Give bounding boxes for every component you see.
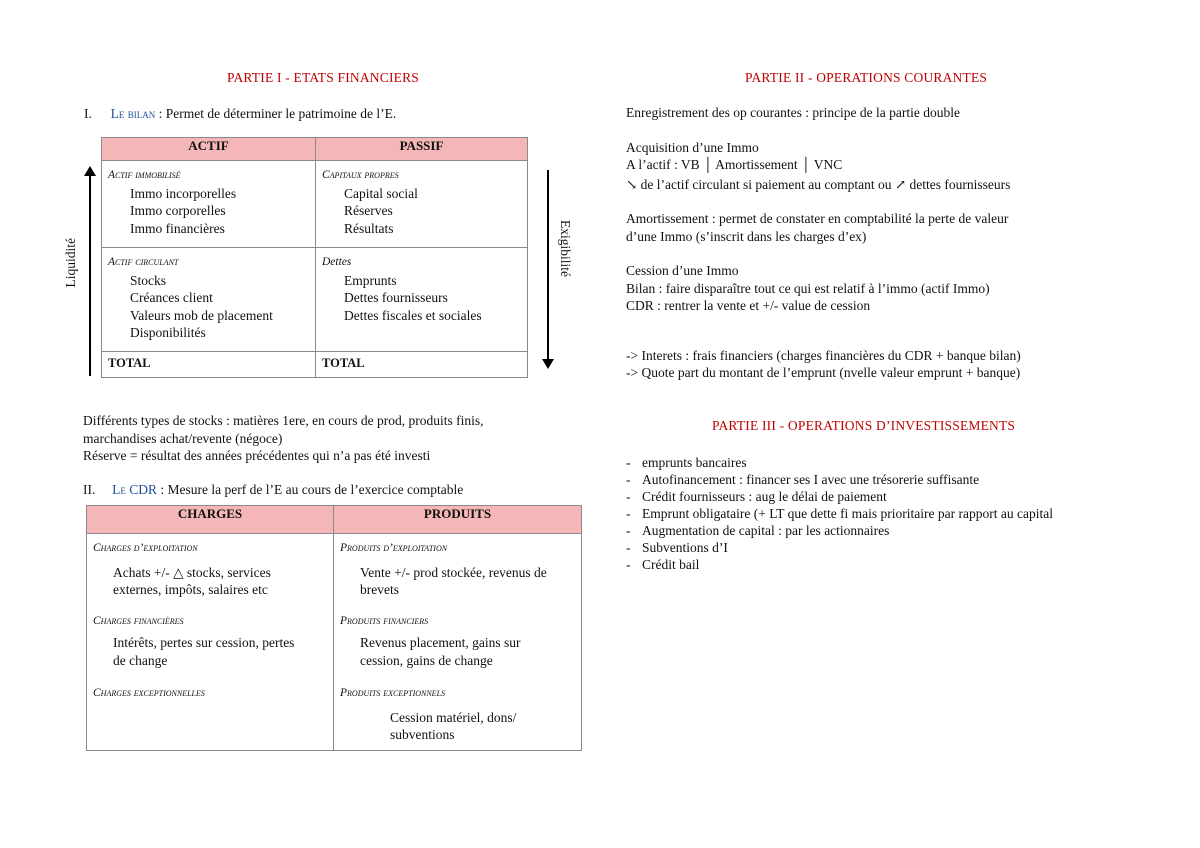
part2-body bbox=[626, 104, 1021, 382]
section-name: Le bilan bbox=[110, 106, 156, 121]
list-item: Immo corporelles bbox=[130, 203, 226, 218]
list-item: brevets bbox=[360, 582, 399, 597]
list-item: - Autofinancement : financer ses I avec une trésorerie suffisante bbox=[626, 471, 1126, 488]
part1-title: PARTIE I - ETATS FINANCIERS bbox=[227, 70, 420, 85]
amortissement-line: Amortissement : permet de constater en comptabilité la perte de valeur bbox=[626, 211, 1009, 226]
list-item: Immo incorporelles bbox=[130, 185, 237, 201]
charges-exceptionnelles-title: Charges exceptionnelles bbox=[93, 687, 205, 699]
actif-immobilise-cell bbox=[102, 161, 316, 248]
list-item: Vente +/- prod stockée, revenus de bbox=[360, 564, 547, 580]
section-name: Le CDR bbox=[112, 482, 158, 497]
dettes-title: Dettes bbox=[322, 256, 352, 268]
list-item: Immo financières bbox=[130, 220, 225, 236]
liquidity-label: Liquidité bbox=[63, 238, 78, 288]
exigibility-arrow-icon bbox=[538, 170, 558, 370]
capitaux-propres-title: Capitaux propres bbox=[322, 169, 399, 181]
list-item: Intérêts, pertes sur cession, pertes bbox=[113, 635, 295, 650]
list-item: Résultats bbox=[344, 220, 394, 236]
list-item: Revenus placement, gains sur bbox=[360, 635, 521, 650]
section-desc: : Mesure la perf de l’E au cours de l’exercice comptable bbox=[157, 482, 464, 497]
list-item: cession, gains de change bbox=[360, 652, 493, 668]
capitaux-propres-cell bbox=[316, 161, 528, 248]
list-item: - Crédit bail bbox=[626, 556, 1126, 573]
acquisition-line: A l’actif : VB │ Amortissement │ VNC bbox=[626, 157, 843, 172]
list-item: Créances client bbox=[130, 290, 213, 305]
list-item: - Crédit fournisseurs : aug le délai de paiement bbox=[626, 488, 1126, 505]
section-desc: : Permet de déterminer le patrimoine de l’E. bbox=[155, 106, 397, 121]
quote-part-line: -> Quote part du montant de l’emprunt (nvelle valeur emprunt + banque) bbox=[626, 365, 1021, 380]
total-passif: TOTAL bbox=[316, 352, 528, 378]
bilan-table bbox=[101, 137, 528, 378]
dettes-cell bbox=[316, 248, 528, 352]
produits-exploitation-title: Produits d’exploitation bbox=[340, 542, 448, 554]
charges-header: CHARGES bbox=[87, 506, 334, 534]
passif-header: PASSIF bbox=[316, 138, 528, 161]
actif-immobilise-title: Actif immobilisé bbox=[108, 169, 181, 181]
list-item: Disponibilités bbox=[130, 325, 206, 340]
part2-title: PARTIE II - OPERATIONS COURANTES bbox=[745, 70, 988, 85]
charges-financieres-title: Charges financières bbox=[93, 614, 184, 627]
note-line: Différents types de stocks : matières 1ere, en cours de prod, produits finis, bbox=[83, 413, 484, 428]
section-number: I. bbox=[84, 106, 92, 121]
list-item: Capital social bbox=[344, 185, 418, 201]
exigibility-label: Exigibilité bbox=[558, 220, 573, 277]
liquidity-arrow-icon bbox=[80, 166, 100, 378]
list-item: Valeurs mob de placement bbox=[130, 307, 273, 323]
section-number: II. bbox=[83, 482, 96, 497]
total-actif: TOTAL bbox=[102, 352, 316, 378]
note-line: marchandises achat/revente (négoce) bbox=[83, 430, 283, 446]
list-item: Réserves bbox=[344, 203, 393, 218]
section-cdr-heading bbox=[83, 481, 463, 499]
cdr-table bbox=[86, 505, 582, 751]
acquisition-title: Acquisition d’une Immo bbox=[626, 139, 759, 155]
part3-title: PARTIE III - OPERATIONS D’INVESTISSEMENTS bbox=[712, 418, 1016, 433]
produits-header: PRODUITS bbox=[334, 506, 582, 534]
charges-exploitation-title: Charges d’exploitation bbox=[93, 542, 198, 554]
list-item: Achats +/- △ stocks, services bbox=[113, 564, 271, 580]
list-item: - emprunts bancaires bbox=[626, 454, 1126, 471]
list-item: Dettes fournisseurs bbox=[344, 290, 448, 305]
list-item: - Emprunt obligataire (+ LT que dette fi mais prioritaire par rapport au capital bbox=[626, 505, 1112, 522]
cession-title: Cession d’une Immo bbox=[626, 263, 739, 278]
actif-header: ACTIF bbox=[102, 138, 316, 161]
acquisition-arrow-line: ↘ de l’actif circulant si paiement au comptant ou ↗ dettes fournisseurs bbox=[626, 176, 1011, 192]
part3-list bbox=[626, 454, 1126, 573]
cession-line: Bilan : faire disparaître tout ce qui est relatif à l’immo (actif Immo) bbox=[626, 280, 990, 296]
list-item: - Subventions d’I bbox=[626, 539, 1126, 556]
list-item: subventions bbox=[390, 727, 455, 742]
charges-cell bbox=[87, 534, 334, 751]
stock-notes bbox=[83, 412, 484, 465]
cession-line: CDR : rentrer la vente et +/- value de cession bbox=[626, 298, 871, 313]
list-item: de change bbox=[113, 652, 168, 668]
intro-line: Enregistrement des op courantes : principe de la partie double bbox=[626, 105, 961, 120]
list-item: externes, impôts, salaires etc bbox=[113, 582, 268, 597]
note-line: Réserve = résultat des années précédentes qui n’a pas été investi bbox=[83, 448, 431, 463]
list-item: Emprunts bbox=[344, 272, 397, 288]
actif-circulant-title: Actif circulant bbox=[108, 256, 179, 268]
amortissement-line: d’une Immo (s’inscrit dans les charges d’ex) bbox=[626, 228, 867, 244]
interets-line: -> Interets : frais financiers (charges financières du CDR + banque bilan) bbox=[626, 347, 1021, 363]
produits-financiers-title: Produits financiers bbox=[340, 614, 429, 627]
actif-circulant-cell bbox=[102, 248, 316, 352]
produits-exceptionnels-title: Produits exceptionnels bbox=[340, 687, 446, 699]
list-item: Stocks bbox=[130, 272, 167, 288]
section-bilan-heading bbox=[84, 105, 396, 123]
produits-cell bbox=[334, 534, 582, 751]
list-item: Cession matériel, dons/ bbox=[390, 709, 517, 725]
list-item: Dettes fiscales et sociales bbox=[344, 307, 482, 323]
list-item: - Augmentation de capital : par les actionnaires bbox=[626, 522, 1126, 539]
